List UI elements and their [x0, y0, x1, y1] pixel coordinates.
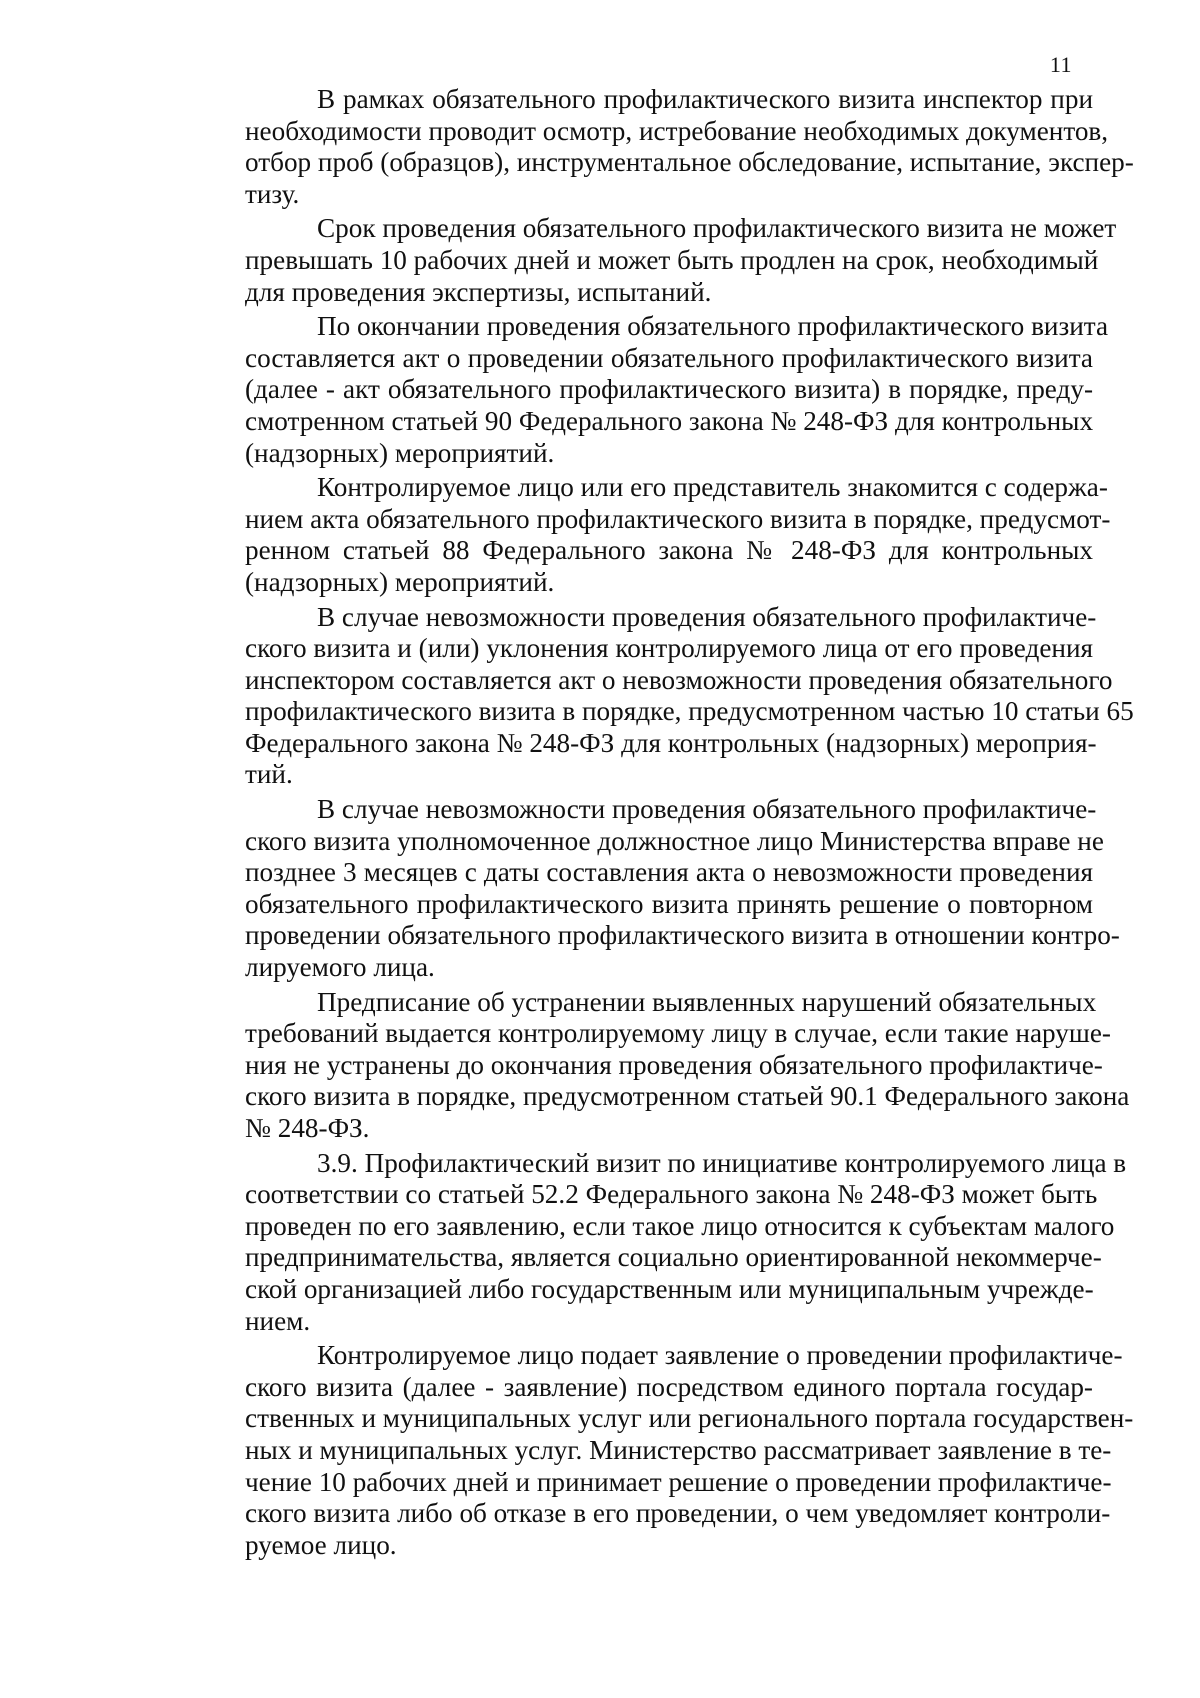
paragraph-9: [173, 1340, 1134, 1561]
text-line: ской организацией либо государственным или муниципальным учрежде-: [245, 1273, 1094, 1304]
text-line: профилактического визита в порядке, предусмотренном частью 10 статьи 65: [245, 696, 1134, 727]
page-number: 11: [1049, 52, 1072, 77]
text-line: для проведения экспертизы, испытаний.: [245, 276, 712, 307]
text-line: смотренном статьей 90 Федерального закона № 248-ФЗ для контрольных: [245, 405, 1094, 436]
text-line: ственных и муниципальных услуг или регионального портала государствен-: [245, 1403, 1134, 1434]
text-line: Контролируемое лицо или его представитель знакомится с содержа-: [317, 472, 1108, 503]
text-line: проведен по его заявлению, если такое лицо относится к субъектам малого: [245, 1210, 1115, 1241]
paragraph-5: [173, 601, 1134, 792]
text-line: (надзорных) мероприятий.: [245, 437, 555, 468]
paragraph-2: [173, 213, 1117, 308]
paragraph-4: [173, 472, 1111, 598]
paragraph-7: [173, 986, 1130, 1145]
text-line: составляется акт о проведении обязательного профилактического визита: [245, 342, 1093, 373]
text-line: № 248-ФЗ.: [245, 1113, 370, 1143]
text-line: тизу.: [245, 178, 300, 209]
paragraph-6: [173, 794, 1120, 984]
text-line: требований выдается контролируемому лицу в случае, если такие наруше-: [245, 1018, 1111, 1049]
text-line: лируемого лица.: [245, 952, 435, 983]
text-line: ского визита уполномоченное должностное лицо Министерства вправе не: [245, 825, 1104, 856]
text-line: ского визита либо об отказе в его проведении, о чем уведомляет контроли-: [245, 1498, 1111, 1529]
text-line: нием акта обязательного профилактического визита в порядке, предусмот-: [245, 503, 1111, 534]
text-line: соответствии со статьей 52.2 Федерального закона № 248-ФЗ может быть: [245, 1179, 1098, 1210]
text-line: Федерального закона № 248-ФЗ для контрольных (надзорных) мероприя-: [245, 727, 1097, 758]
text-line: (далее - акт обязательного профилактического визита) в порядке, преду-: [245, 374, 1093, 405]
text-line: необходимости проводит осмотр, истребование необходимых документов,: [245, 115, 1109, 146]
text-line: ных и муниципальных услуг. Министерство рассматривает заявление в те-: [245, 1434, 1112, 1465]
paragraph-8: [173, 1147, 1127, 1338]
text-line: Срок проведения обязательного профилактического визита не может: [317, 213, 1117, 244]
text-line: ского визита (далее - заявление) посредством единого портала государ-: [245, 1371, 1093, 1402]
text-line: ренном статьей 88 Федерального закона № 248-ФЗ для контрольных: [245, 535, 1093, 566]
text-line: В случае невозможности проведения обязательного профилактиче-: [317, 794, 1097, 825]
text-line: отбор проб (образцов), инструментальное обследование, испытание, экспер-: [245, 147, 1134, 178]
text-line: нием.: [245, 1305, 311, 1336]
text-line: инспектором составляется акт о невозможности проведения обязательного: [245, 664, 1113, 695]
text-line: Контролируемое лицо подает заявление о проведении профилактиче-: [317, 1340, 1123, 1371]
text-line: В рамках обязательного профилактического визита инспектор при: [317, 84, 1093, 114]
paragraph-3: [173, 311, 1109, 469]
document-body: [173, 84, 1134, 1564]
text-line: превышать 10 рабочих дней и может быть продлен на срок, необходимый: [245, 244, 1099, 275]
text-line: чение 10 рабочих дней и принимает решение о проведении профилактиче-: [245, 1466, 1112, 1497]
text-line: ния не устранены до окончания проведения обязательного профилактиче-: [245, 1049, 1103, 1080]
text-line: В случае невозможности проведения обязательного профилактиче-: [317, 601, 1097, 632]
text-line: ского визита и (или) уклонения контролируемого лица от его проведения: [245, 633, 1093, 664]
text-line: проведении обязательного профилактического визита в отношении контро-: [245, 920, 1120, 951]
text-line: ского визита в порядке, предусмотренном статьей 90.1 Федерального закона: [245, 1081, 1130, 1112]
text-line: (надзорных) мероприятий.: [245, 566, 555, 597]
text-line: По окончании проведения обязательного профилактического визита: [317, 311, 1109, 342]
paragraph-1: [173, 84, 1134, 210]
text-line: обязательного профилактического визита принять решение о повторном: [245, 888, 1093, 919]
text-line: 3.9. Профилактический визит по инициативе контролируемого лица в: [317, 1147, 1127, 1178]
text-line: руемое лицо.: [245, 1529, 397, 1560]
text-line: предпринимательства, является социально ориентированной некоммерче-: [245, 1242, 1102, 1273]
text-line: Предписание об устранении выявленных нарушений обязательных: [317, 986, 1097, 1017]
text-line: позднее 3 месяцев с даты составления акта о невозможности проведения: [245, 857, 1093, 888]
text-line: тий.: [245, 759, 293, 790]
